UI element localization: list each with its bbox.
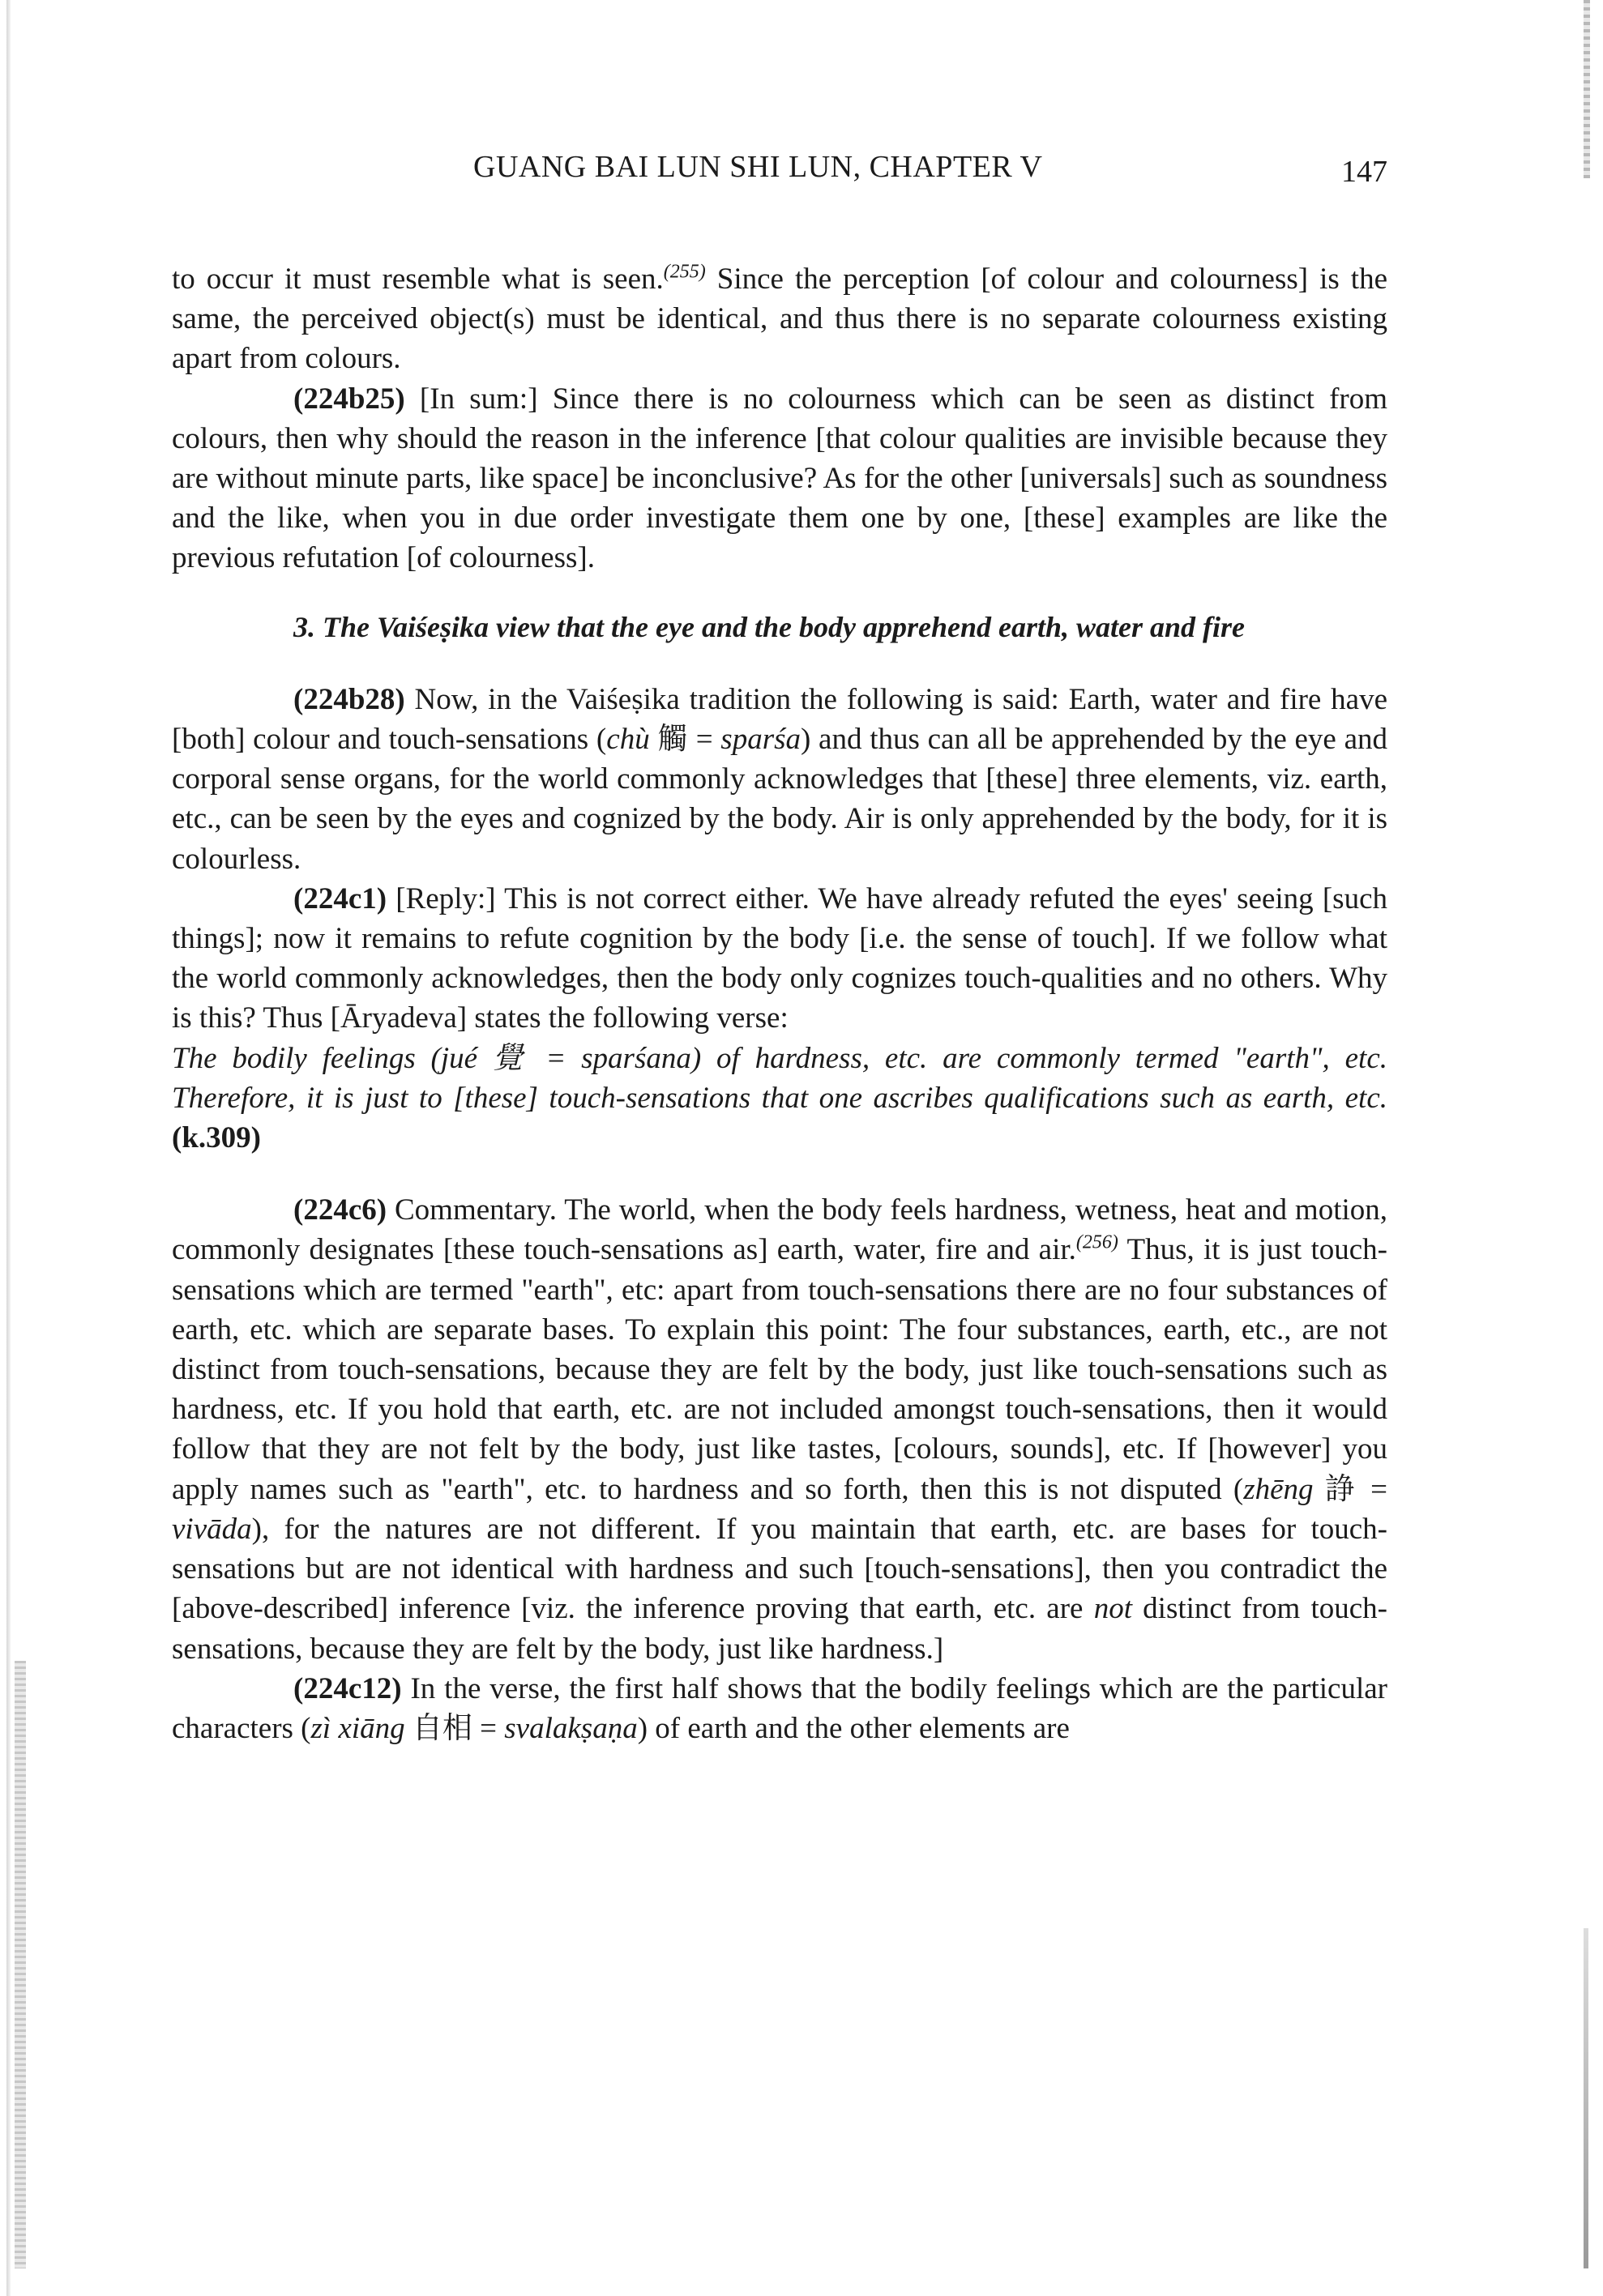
paragraph-text: ), for the natures are not different. If you maintain that earth, etc. are bases for touch-sensations but are not identical with hardness and such [touch-sensations], then you contradict the [above-described] inference [viz. the inference proving that earth, etc. are [172,1512,1387,1626]
page-number: 147 [1341,155,1387,189]
sanskrit-term: sparśa [720,723,801,757]
paragraph-text: Now, in the Vaiśeṣika tradition the following is said: Earth, water and fire have [both] colour and touch-sensations ( [172,682,1387,757]
scan-shadow-left [6,0,11,2296]
sanskrit-term: svalakṣaṇa [504,1711,638,1745]
equals-sign: = [687,723,721,757]
running-head [172,149,1387,198]
section-reference: (224b25) [293,382,405,416]
verse-k309 [172,1039,1387,1159]
paragraph-text: Commentary. The world, when the body feels hardness, wetness, heat and motion, commonly designates [these touch-sensations as] earth, water, fire and air. [172,1193,1387,1267]
footnote-marker: (256) [1075,1232,1118,1254]
emphasis: not [1093,1592,1132,1626]
paragraph-text: Since the perception [of colour and colourness] is the same, the perceived object(s) must be identical, and thus there is no separate colourness existing apart from colours. [172,262,1387,376]
paragraph-text: ) of earth and the other elements are [637,1711,1070,1745]
paragraph-224c6 [172,1190,1387,1668]
section-reference: (224b28) [293,682,405,716]
pinyin-term: chù [606,723,650,757]
paragraph-224b25 [172,379,1387,578]
paragraph-text: [Reply:] This is not correct either. We have already refuted the eyes' seeing [such things]; now it remains to refute cognition by the body [i.e. the sense of touch]. If we follow what the world commonly acknowledges, then the body only cognizes touch-qualities and no others. Why is this? Thus [Āryadeva] states the following verse: [172,881,1387,1035]
paragraph-224c12 [172,1669,1387,1748]
section-heading: 3. The Vaiśeṣika view that the eye and the body apprehend earth, water and fire [293,610,1245,643]
paragraph-text: distinct from touch-sensations, because they are felt by the body, just like hardness.] [172,1592,1387,1666]
chinese-term: 覺 [492,1041,531,1075]
section-reference: (224c12) [293,1671,402,1705]
pinyin-term: zì xiāng [310,1711,405,1745]
equals-sign: = [472,1711,505,1745]
section-reference: (224c1) [293,881,387,915]
chinese-term: 觸 [657,723,688,757]
paragraph-224c1 [172,879,1387,1039]
pinyin-term: zhēng [1243,1472,1314,1506]
paragraph-text: ) and thus can all be apprehended by the eye and corporal sense organs, for the world commonly acknowledges that [these] three elements, viz. earth, etc., can be seen by the eyes and cognized by the body. Air is only apprehended by the body, for it is colourless. [172,723,1388,876]
verse-text: The bodily feelings (jué [172,1041,493,1075]
verse-number: (k.309) [172,1121,261,1155]
running-title: GUANG BAI LUN SHI LUN, CHAPTER V [473,150,1043,184]
chinese-term: 自相 [412,1711,472,1745]
footnote-marker: (255) [663,261,706,283]
section-reference: (224c6) [293,1193,387,1227]
body-text [172,259,1387,1748]
scan-shadow-left-lower [15,1661,26,2268]
chinese-term: 諍 [1324,1472,1359,1506]
paragraph-text: In the verse, the first half shows that the bodily feelings which are the particular characters ( [172,1671,1387,1745]
verse-text: = sparśana) of hardness, etc. are commonly termed "earth", etc. Therefore, it is just to [these] touch-sensations that one ascribes qualifications such as earth, etc. [172,1041,1388,1115]
paragraph-text: Thus, it is just touch-sensations which are termed "earth", etc: apart from touch-sensations there are no four substances of earth, etc. which are separate bases. To explain this point: The four substances, earth, etc., are not distinct from touch-sensations, because they are felt by the body, just like touch-sensations such as hardness, etc. If you hold that earth, etc. are not included amongst touch-sensations, then it would follow that they are not felt by the body, just like tastes, [colours, sounds], etc. If [however] you apply names such as "earth", etc. to hardness and so forth, then this is not disputed ( [172,1233,1387,1506]
paragraph-text: [In sum:] Since there is no colourness which can be seen as distinct from colours, then why should the reason in the inference [that colour qualities are invisible because they are without minute parts, like space] be inconclusive? As for the other [universals] such as soundness and the like, when you in due order investigate them one by one, [these] examples are like the previous refutation [of colourness]. [172,382,1387,575]
spacer [172,1158,1387,1190]
sanskrit-term: vivāda [172,1512,252,1546]
equals-sign: = [1358,1472,1387,1506]
paragraph-continuation [172,259,1387,379]
paragraph-text: to occur it must resemble what is seen. [172,262,664,296]
scan-shadow-right [1584,0,1590,178]
paragraph-224b28 [172,680,1387,879]
scan-shadow-right-lower [1584,1928,1588,2268]
